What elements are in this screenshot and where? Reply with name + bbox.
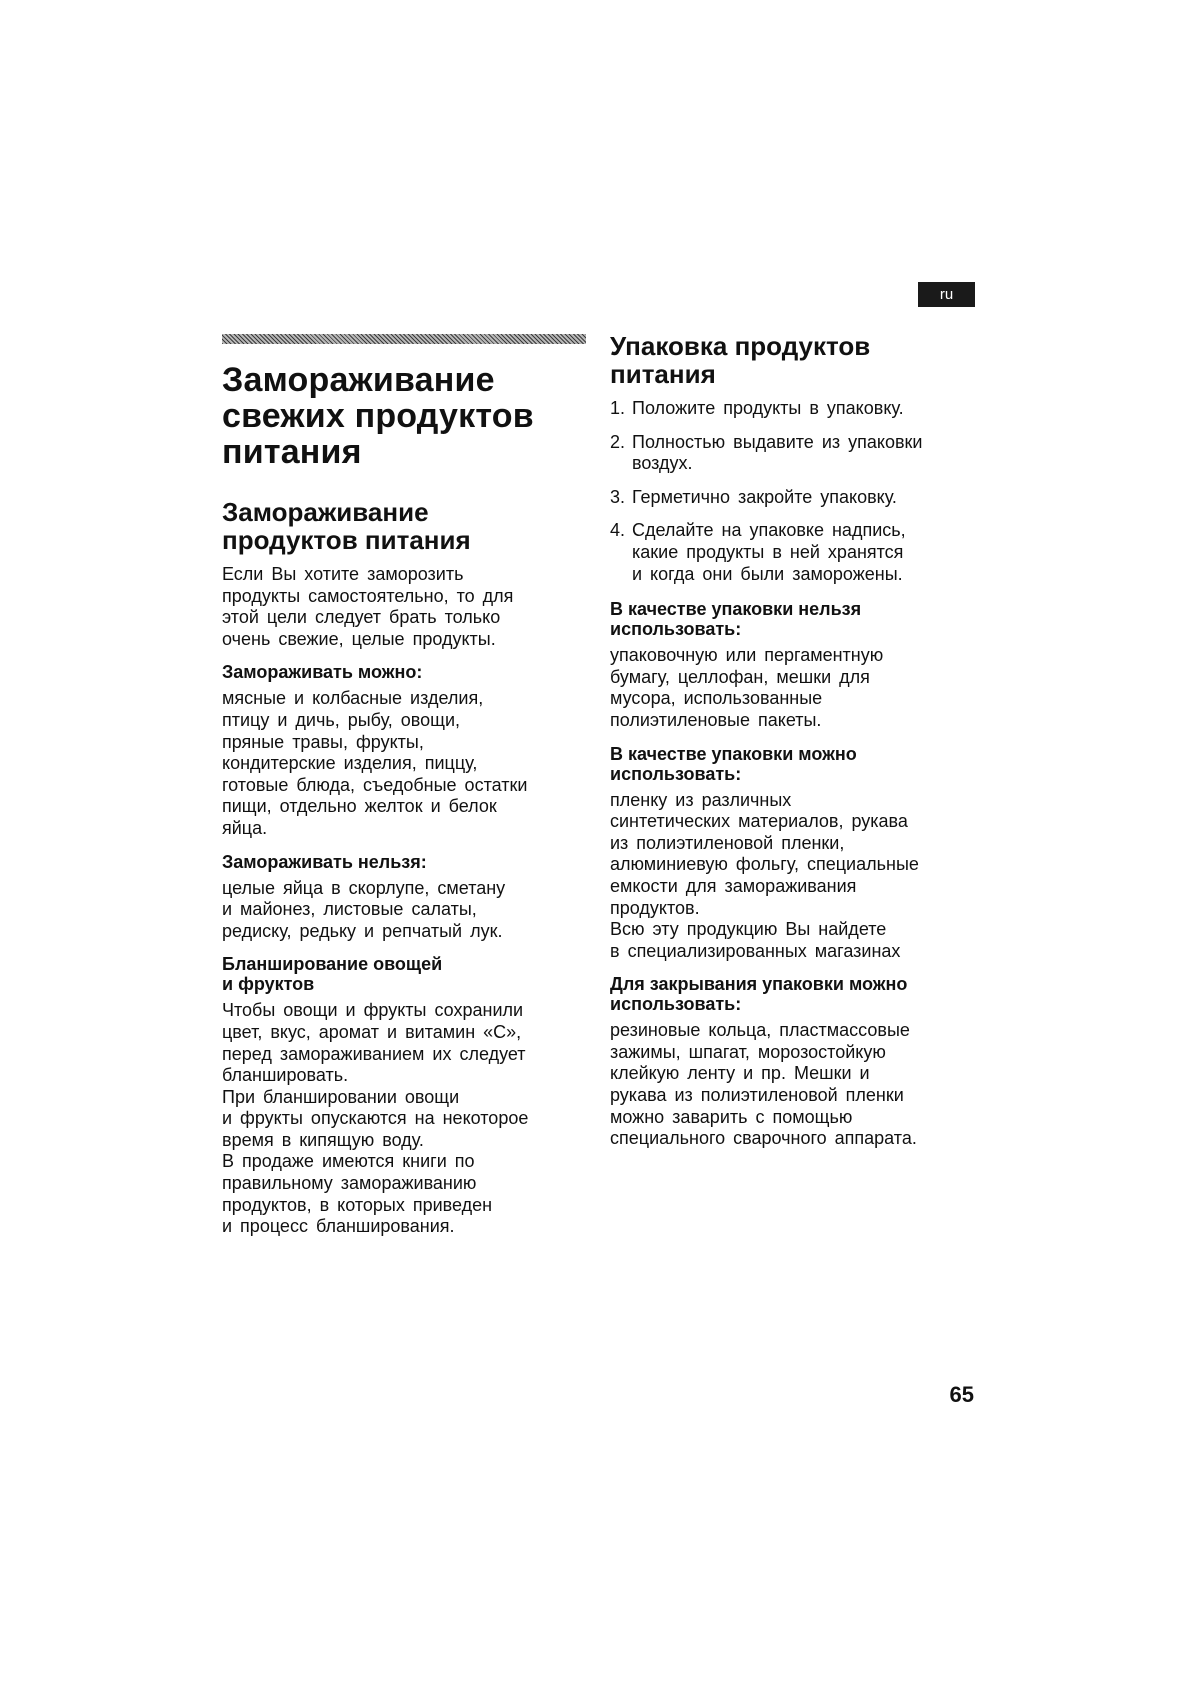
right-column bbox=[610, 332, 980, 1162]
section-divider-bar bbox=[222, 334, 586, 344]
section-title-freezing: Замораживание продуктов питания bbox=[222, 497, 471, 555]
packaging-not-allowed-heading: В качестве упаковки нельзя использовать: bbox=[610, 599, 862, 640]
forbidden-freeze-heading: Замораживать нельзя: bbox=[222, 851, 427, 872]
list-item bbox=[610, 398, 980, 420]
allowed-freeze-heading: Замораживать можно: bbox=[222, 662, 423, 683]
packaging-steps-list bbox=[610, 398, 980, 585]
step-number: 3. bbox=[610, 486, 626, 507]
step-number: 4. bbox=[610, 520, 626, 541]
chapter-title: Замораживание свежих продуктов питания bbox=[222, 361, 534, 471]
left-column bbox=[222, 334, 586, 1238]
packaging-shops-text: Всю эту продукцию Вы найдете в специализированных магазинах bbox=[610, 919, 901, 961]
list-item bbox=[610, 520, 980, 585]
blanching-paragraph-2: При бланшировании овощи и фрукты опускаются на некоторое время в кипящую воду. bbox=[222, 1086, 529, 1150]
intro-paragraph: Если Вы хотите заморозить продукты самостоятельно, то для этой цели следует брать только очень свежие, целые продукты. bbox=[222, 564, 514, 649]
step-text: Положите продукты в упаковку. bbox=[632, 398, 904, 418]
closing-heading: Для закрывания упаковки можно использовать: bbox=[610, 974, 908, 1015]
step-number: 1. bbox=[610, 398, 626, 418]
list-item bbox=[610, 432, 980, 475]
page-number: 65 bbox=[949, 1382, 974, 1407]
list-item bbox=[610, 487, 980, 509]
step-text: Герметично закройте упаковку. bbox=[632, 486, 897, 507]
blanching-paragraph-3: В продаже имеются книги по правильному замораживанию продуктов, в которых приведен и процесс бланширования. bbox=[222, 1151, 493, 1237]
forbidden-freeze-text: целые яйца в скорлупе, сметану и майонез, листовые салаты, редиску, редьку и репчатый лук. bbox=[222, 877, 506, 941]
packaging-allowed-text: пленку из различных синтетических материалов, рукава из полиэтиленовой пленки, алюминиевую фольгу, специальные емкости для замораживания продуктов. bbox=[610, 789, 919, 918]
step-number: 2. bbox=[610, 431, 626, 452]
packaging-allowed-heading: В качестве упаковки можно использовать: bbox=[610, 743, 857, 784]
blanching-paragraph-1: Чтобы овощи и фрукты сохранили цвет, вкус, аромат и витамин «С», перед замораживанием их следует бланшировать. bbox=[222, 1000, 526, 1086]
blanching-heading: Бланширование овощей и фруктов bbox=[222, 954, 443, 995]
closing-text: резиновые кольца, пластмассовые зажимы, шпагат, морозостойкую клейкую ленту и пр. Мешки и рукава из полиэтиленовой пленки можно заварить с помощью специального сварочного аппарата. bbox=[610, 1020, 917, 1149]
packaging-not-allowed-text: упаковочную или пергаментную бумагу, целлофан, мешки для мусора, использованные полиэтиленовые пакеты. bbox=[610, 645, 884, 730]
allowed-freeze-text: мясные и колбасные изделия, птицу и дичь, рыбу, овощи, пряные травы, фрукты, кондитерские изделия, пиццу, готовые блюда, съедобные остатки пищи, отдельно желток и белок яйца. bbox=[222, 688, 528, 838]
step-text: Сделайте на упаковке надпись, какие продукты в ней хранятся и когда они были заморожены. bbox=[632, 520, 906, 584]
step-text: Полностью выдавите из упаковки воздух. bbox=[632, 431, 923, 474]
section-title-packaging: Упаковка продуктов питания bbox=[610, 331, 871, 389]
language-badge: ru bbox=[918, 282, 975, 307]
